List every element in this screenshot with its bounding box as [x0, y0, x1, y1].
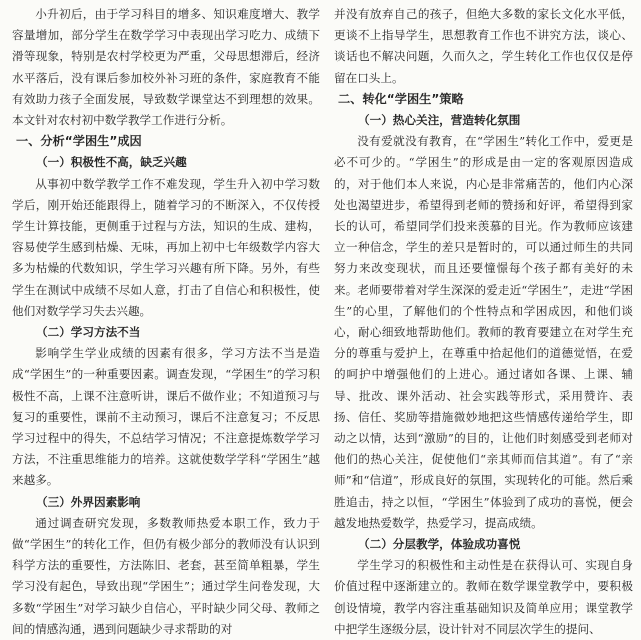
- intro-paragraph: 小升初后，由于学习科目的增多、知识难度增大、教学容量增加，部分学生在数学学习中表现出学习吃力、成绩下滑等现象，特别是农村学校更为严重，父母思想滞后，经济水平落后，没有课后参加校外补习班的条件，家庭教育不能有效助力孩子全面发展，导致数学课堂达不到理想的效果。本文针对农村初中数学教学工作进行分析。: [12, 7, 320, 128]
- subheading-external-factors: （三）外界因素影响: [36, 494, 141, 509]
- subheading-warm-attention: （一）热心关注，营造转化氛围: [358, 113, 521, 128]
- paragraph-warm-attention: 没有爱就没有教育，在“学困生”转化工作中，爱更是必不可少的。“学困生”的形成是由一定的客观原因造成的，对于他们本人来说，内心是非常痛苦的，他们内心深处也渴望进步，希望得到老师的赞扬和好评，希望得到家长的认可，希望同学们投来羡慕的目光。作为教师应该建立一种信念，学生的差只是暂时的，可以通过师生的共同努力来改变现状，而且还要憧憬每个孩子都有美好的未来。老师要带着对学生深深的爱走近“学困生”，走进“学困生”的心里，了解他们的个性特点和学困成因，和他们谈心，耐心细致地帮助他们。教师的教育要建立在对学生充分的尊重与爱护上，在尊重中拾起他们的道德觉悟，在爱的呵护中增强他们的上进心。通过诸如各课、上课、辅导、批改、课外活动、社会实践等形式，采用赞许、表扬、信任、奖励等措施微妙地把这些情感传递给学生，即动之以情，达到“激励”的目的，让他们时刻感受到老师对他们的热心关注，促使他们“亲其师而信其道”。有了“亲师”和“信道”，形成良好的氛围，实现转化的可能。然后乘胜追击，持之以恒，“学困生”体验到了成功的喜悦，便会越发地热爱数学，热爱学习，提高成绩。: [334, 134, 633, 530]
- continued-paragraph: 并没有放弃自己的孩子，但绝大多数的家长文化水平低，更谈不上指导学生，思想教育工作也不讲究方法，谈心、谈话也不解决问题，久而久之，学生转化工作也仅仅是停留在口头上。: [334, 7, 633, 85]
- paragraph-layered-teaching: 学生学习的积极性和主动性是在获得认可、实现自身价值过程中逐渐建立的。教师在数学课堂教学中，要积极创设情境，教学内容注重基础知识及简单应用；课堂教学中把学生逐级分层，设计针对不同层次学生的提问、: [334, 558, 633, 636]
- paragraph-low-interest: 从事初中数学教学工作不难发现，学生升入初中学习数学后，刚开始还能跟得上，随着学习的不断深入，不仅传授学生计算技能，更侧重于过程与方法，知识的生成、建构，容易使学生感到枯燥、无味，再加上初中七年级数学内容大多为枯燥的代数知识，学生学习兴趣有所下降。另外，有些学生在测试中成绩不尽如人意，打击了自信心和积极性，使他们对数学学习失去兴趣。: [12, 176, 320, 318]
- right-column: [334, 4, 633, 636]
- section-heading-causes: 一、分析“学困生”成因: [16, 134, 142, 149]
- subheading-low-interest: （一）积极性不高，缺乏兴趣: [36, 155, 187, 170]
- section-heading-strategies: 二、转化“学困生”策略: [338, 91, 464, 106]
- subheading-layered-teaching: （二）分层教学，体验成功喜悦: [358, 537, 521, 552]
- paragraph-study-method: 影响学生学业成绩的因素有很多，学习方法不当是造成“学困生”的一种重要因素。调查发现，“学困生”的学习积极性不高，上课不注意听讲，课后不做作业；不知道预习与复习的重要性，课前不主动预习，课后不注意复习；不反思学习过程中的得失，不总结学习情况；不注意提炼数学学习方法，不注重思维能力的培养。这就使数学学科“学困生”越来越多。: [12, 346, 320, 488]
- paragraph-external-factors: 通过调查研究发现，多数教师热爱本职工作，致力于做“学困生”的转化工作，但仍有极少部分的教师没有认识到科学方法的重要性，方法陈旧、老套，甚至简单粗暴，学生学习没有起色，导致出现“学困生”；通过学生问卷发现，大多数“学困生”对学习缺少自信心，平时缺少同父母、教师之间的情感沟通，遇到问题缺少寻求帮助的对: [12, 515, 320, 636]
- left-column: [12, 4, 320, 636]
- subheading-study-method: （二）学习方法不当: [36, 325, 141, 340]
